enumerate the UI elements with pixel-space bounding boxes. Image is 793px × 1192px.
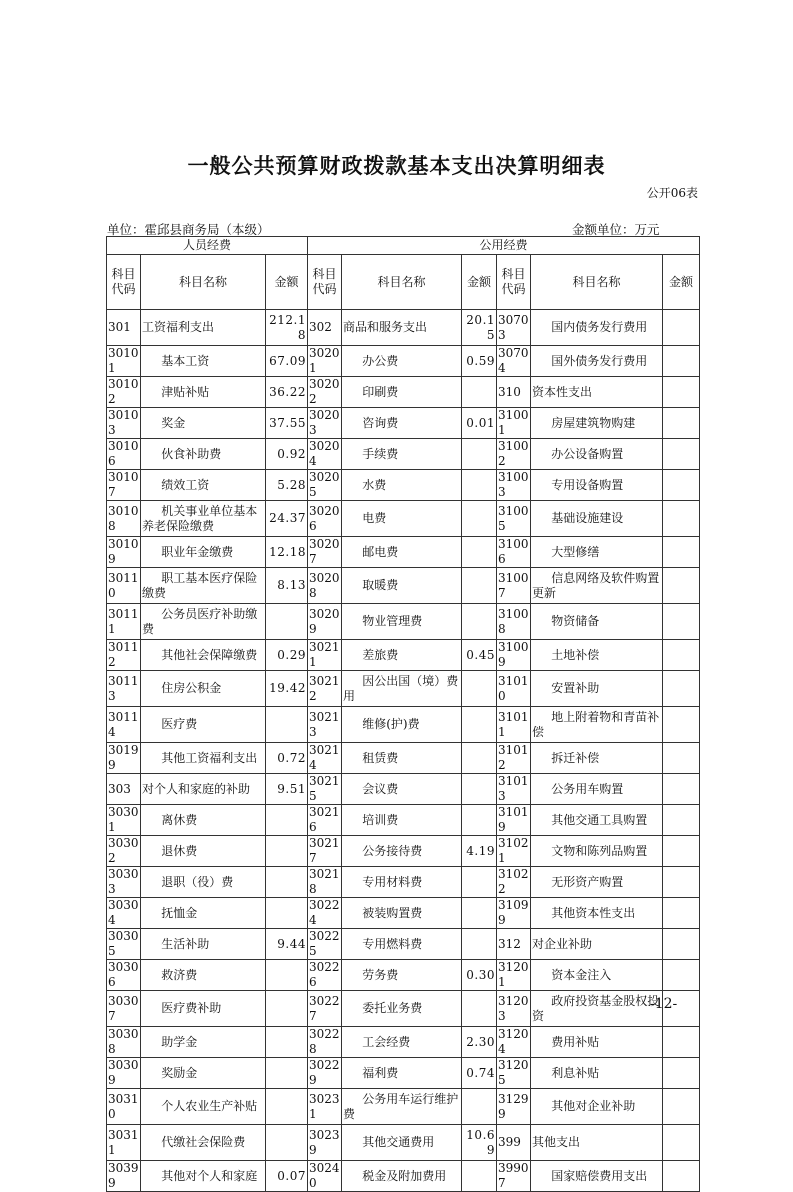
cell-amount [663, 743, 700, 774]
cell-code: 31019 [498, 805, 529, 834]
cell-code: 30225 [309, 929, 340, 958]
cell-code: 30227 [308, 991, 342, 1027]
cell-amount [462, 805, 497, 836]
cell-amount [663, 501, 700, 537]
table-row [107, 1058, 700, 1089]
cell-code: 31007 [497, 568, 531, 604]
col-header-code: 科目代码 [107, 255, 141, 310]
cell-amount: 36.22 [266, 377, 308, 408]
cell-name: 房屋建筑物购建 [531, 408, 663, 439]
group-header-public: 公用经费 [308, 237, 700, 255]
cell-code: 30113 [107, 671, 141, 707]
cell-name: 因公出国（境）费用 [342, 671, 462, 707]
cell-amount: 10.69 [462, 1125, 497, 1161]
cell-name: 抚恤金 [141, 898, 266, 929]
cell-code: 30228 [309, 1027, 340, 1056]
cell-name: 委托业务费 [342, 991, 462, 1027]
cell-amount [663, 346, 700, 377]
cell-code: 30301 [108, 805, 139, 834]
cell-amount [266, 991, 308, 1027]
cell-amount [266, 836, 308, 867]
cell-name: 劳务费 [342, 960, 462, 991]
cell-code: 301 [107, 310, 141, 346]
cell-name: 公务接待费 [342, 836, 462, 867]
cell-code: 31022 [498, 867, 529, 896]
cell-name: 租赁费 [342, 743, 462, 774]
cell-code: 30229 [309, 1058, 340, 1087]
cell-name: 奖励金 [141, 1058, 266, 1089]
cell-name: 福利费 [342, 1058, 462, 1089]
cell-name: 电费 [342, 501, 462, 537]
cell-name: 大型修缮 [531, 537, 663, 568]
cell-amount [266, 805, 308, 836]
table-row [107, 408, 700, 439]
table-row [107, 501, 700, 537]
cell-code: 30704 [498, 346, 529, 375]
cell-code: 30112 [108, 640, 139, 669]
cell-name: 物资储备 [531, 604, 663, 640]
cell-amount [462, 743, 497, 774]
col-header-name: 科目名称 [141, 255, 266, 310]
cell-name: 资本金注入 [531, 960, 663, 991]
cell-name: 维修(护)费 [342, 707, 462, 743]
cell-code: 30204 [309, 439, 340, 468]
cell-code: 312 [497, 929, 531, 960]
table-row [107, 929, 700, 960]
cell-name: 国内债务发行费用 [531, 310, 663, 346]
cell-name: 其他对企业补助 [531, 1089, 663, 1125]
cell-amount [663, 1161, 700, 1192]
cell-code: 31002 [498, 439, 529, 468]
cell-amount [663, 1027, 700, 1058]
cell-name: 国外债务发行费用 [531, 346, 663, 377]
table-row [107, 470, 700, 501]
cell-name: 拆迁补偿 [531, 743, 663, 774]
cell-name: 商品和服务支出 [342, 310, 462, 346]
table-row [107, 1089, 700, 1125]
cell-code: 30308 [108, 1027, 139, 1056]
cell-code: 30217 [309, 836, 340, 865]
cell-name: 税金及附加费用 [342, 1161, 462, 1192]
unit-label: 单位：霍邱县商务局（本级） [107, 222, 270, 237]
cell-code: 30239 [308, 1125, 342, 1161]
cell-amount [462, 439, 497, 470]
cell-code: 30207 [309, 537, 340, 566]
cell-amount [663, 1089, 700, 1125]
cell-amount [663, 1058, 700, 1089]
cell-name: 其他交通费用 [342, 1125, 462, 1161]
cell-code: 30206 [308, 501, 342, 537]
cell-amount [663, 707, 700, 743]
cell-code: 30226 [309, 960, 340, 989]
table-row [107, 439, 700, 470]
cell-code: 31299 [497, 1089, 531, 1125]
cell-amount [663, 774, 700, 805]
cell-name: 助学金 [141, 1027, 266, 1058]
cell-code: 30208 [308, 568, 342, 604]
cell-name: 其他工资福利支出 [141, 743, 266, 774]
cell-code: 30111 [107, 604, 141, 640]
cell-name: 邮电费 [342, 537, 462, 568]
cell-code: 30218 [309, 867, 340, 896]
table-row [107, 568, 700, 604]
cell-code: 31205 [498, 1058, 529, 1087]
cell-name: 地上附着物和青苗补偿 [531, 707, 663, 743]
cell-code: 310 [497, 377, 531, 408]
cell-amount [663, 640, 700, 671]
table-row [107, 377, 700, 408]
cell-amount [266, 707, 308, 743]
cell-amount [462, 501, 497, 537]
table-row [107, 991, 700, 1027]
cell-name: 专用材料费 [342, 867, 462, 898]
table-row [107, 640, 700, 671]
cell-code: 30109 [108, 537, 139, 566]
cell-name: 退休费 [141, 836, 266, 867]
cell-amount [462, 991, 497, 1027]
col-header-amount: 金额 [266, 255, 308, 310]
cell-code: 31010 [497, 671, 531, 707]
cell-code: 30202 [309, 377, 340, 406]
group-header-personnel: 人员经费 [107, 237, 308, 255]
cell-code: 30212 [308, 671, 342, 707]
cell-name: 利息补贴 [531, 1058, 663, 1089]
cell-name: 土地补偿 [531, 640, 663, 671]
cell-name: 绩效工资 [141, 470, 266, 501]
cell-name: 机关事业单位基本养老保险缴费 [141, 501, 266, 537]
cell-code: 39907 [498, 1161, 529, 1190]
cell-amount [663, 836, 700, 867]
cell-amount: 5.28 [266, 470, 308, 501]
cell-amount [266, 867, 308, 898]
cell-name: 代缴社会保险费 [141, 1125, 266, 1161]
cell-amount [663, 898, 700, 929]
cell-name: 对个人和家庭的补助 [141, 774, 266, 805]
cell-name: 专用燃料费 [342, 929, 462, 960]
cell-code: 31204 [498, 1027, 529, 1056]
amount-unit-label: 金额单位：万元 [572, 222, 660, 237]
cell-name: 取暖费 [342, 568, 462, 604]
cell-code: 30302 [108, 836, 139, 865]
cell-name: 公务员医疗补助缴费 [141, 604, 266, 640]
cell-amount [462, 671, 497, 707]
table-row [107, 743, 700, 774]
cell-name: 医疗费 [141, 707, 266, 743]
table-row [107, 836, 700, 867]
cell-amount: 12.18 [266, 537, 308, 568]
table-row [107, 898, 700, 929]
cell-name: 咨询费 [342, 408, 462, 439]
cell-code: 31006 [498, 537, 529, 566]
cell-amount [462, 1161, 497, 1192]
cell-name: 基本工资 [141, 346, 266, 377]
cell-code: 30307 [107, 991, 141, 1027]
cell-amount [462, 537, 497, 568]
cell-name: 资本性支出 [531, 377, 663, 408]
cell-code: 30103 [108, 408, 139, 437]
cell-amount [663, 671, 700, 707]
cell-amount: 0.72 [266, 743, 308, 774]
cell-name: 其他资本性支出 [531, 898, 663, 929]
cell-code: 31005 [497, 501, 531, 537]
cell-name: 培训费 [342, 805, 462, 836]
cell-code: 30224 [309, 898, 340, 927]
cell-amount [663, 604, 700, 640]
cell-amount: 19.42 [266, 671, 308, 707]
cell-amount: 212.18 [266, 310, 308, 346]
cell-code: 31099 [498, 898, 529, 927]
cell-name: 个人农业生产补贴 [141, 1089, 266, 1125]
col-header-amount: 金额 [663, 255, 700, 310]
cell-name: 国家赔偿费用支出 [531, 1161, 663, 1192]
cell-code: 399 [497, 1125, 531, 1161]
cell-code: 31008 [497, 604, 531, 640]
col-header-amount: 金额 [462, 255, 497, 310]
cell-amount [663, 439, 700, 470]
cell-name: 办公设备购置 [531, 439, 663, 470]
cell-name: 公务用车购置 [531, 774, 663, 805]
cell-amount [462, 604, 497, 640]
cell-name: 工会经费 [342, 1027, 462, 1058]
cell-name: 基础设施建设 [531, 501, 663, 537]
col-header-code: 科目代码 [497, 255, 531, 310]
cell-amount [663, 568, 700, 604]
cell-name: 职业年金缴费 [141, 537, 266, 568]
cell-name: 公务用车运行维护费 [342, 1089, 462, 1125]
cell-amount: 0.59 [462, 346, 497, 377]
cell-name: 工资福利支出 [141, 310, 266, 346]
cell-code: 30215 [309, 774, 340, 803]
cell-name: 其他支出 [531, 1125, 663, 1161]
cell-code: 30201 [309, 346, 340, 375]
cell-code: 31009 [498, 640, 529, 669]
cell-amount [462, 377, 497, 408]
table-row [107, 707, 700, 743]
cell-amount [663, 408, 700, 439]
cell-amount: 0.30 [462, 960, 497, 991]
cell-amount [663, 537, 700, 568]
cell-code: 302 [308, 310, 342, 346]
cell-amount [266, 604, 308, 640]
cell-name: 职工基本医疗保险缴费 [141, 568, 266, 604]
cell-name: 医疗费补助 [141, 991, 266, 1027]
cell-amount [663, 377, 700, 408]
cell-name: 费用补贴 [531, 1027, 663, 1058]
cell-name: 其他社会保障缴费 [141, 640, 266, 671]
table-body [107, 310, 700, 1192]
expenditure-table [106, 236, 700, 1192]
cell-amount [266, 1058, 308, 1089]
cell-amount [266, 1027, 308, 1058]
cell-amount [266, 1125, 308, 1161]
cell-code: 31001 [498, 408, 529, 437]
cell-amount [663, 310, 700, 346]
cell-amount [462, 1089, 497, 1125]
cell-code: 30306 [108, 960, 139, 989]
cell-amount [663, 1125, 700, 1161]
cell-code: 30110 [107, 568, 141, 604]
cell-code: 30213 [308, 707, 342, 743]
cell-code: 30303 [108, 867, 139, 896]
table-row [107, 671, 700, 707]
cell-code: 31203 [497, 991, 531, 1027]
cell-amount: 0.01 [462, 408, 497, 439]
cell-code: 30101 [108, 346, 139, 375]
table-row [107, 537, 700, 568]
cell-amount: 8.13 [266, 568, 308, 604]
cell-name: 伙食补助费 [141, 439, 266, 470]
cell-amount [462, 898, 497, 929]
cell-name: 差旅费 [342, 640, 462, 671]
cell-name: 文物和陈列品购置 [531, 836, 663, 867]
cell-code: 30310 [107, 1089, 141, 1125]
cell-amount [266, 1089, 308, 1125]
cell-amount [663, 929, 700, 960]
cell-name: 信息网络及软件购置更新 [531, 568, 663, 604]
page-title: 一般公共预算财政拨款基本支出决算明细表 [187, 154, 606, 178]
cell-name: 离休费 [141, 805, 266, 836]
cell-amount [266, 898, 308, 929]
form-number: 公开06表 [646, 186, 698, 200]
col-header-name: 科目名称 [342, 255, 462, 310]
cell-amount [462, 470, 497, 501]
cell-name: 印刷费 [342, 377, 462, 408]
table-row [107, 1125, 700, 1161]
cell-name: 住房公积金 [141, 671, 266, 707]
table-row [107, 774, 700, 805]
cell-code: 31201 [498, 960, 529, 989]
cell-name: 无形资产购置 [531, 867, 663, 898]
cell-amount [266, 960, 308, 991]
cell-name: 对企业补助 [531, 929, 663, 960]
cell-code: 30309 [108, 1058, 139, 1087]
cell-amount: 0.92 [266, 439, 308, 470]
cell-code: 30240 [309, 1161, 340, 1190]
cell-code: 30199 [108, 743, 139, 772]
cell-amount: 4.19 [462, 836, 497, 867]
cell-amount: 0.29 [266, 640, 308, 671]
cell-code: 30399 [108, 1161, 139, 1190]
cell-code: 31012 [498, 743, 529, 772]
cell-name: 办公费 [342, 346, 462, 377]
cell-amount [462, 707, 497, 743]
cell-name: 专用设备购置 [531, 470, 663, 501]
page-number: -12- [650, 996, 678, 1012]
cell-amount: 0.07 [266, 1161, 308, 1192]
cell-code: 30311 [107, 1125, 141, 1161]
cell-amount [462, 867, 497, 898]
cell-code: 30102 [108, 377, 139, 406]
cell-amount: 24.37 [266, 501, 308, 537]
cell-amount: 9.51 [266, 774, 308, 805]
cell-amount [462, 774, 497, 805]
cell-amount [663, 867, 700, 898]
cell-name: 生活补助 [141, 929, 266, 960]
table-row [107, 310, 700, 346]
cell-amount: 0.45 [462, 640, 497, 671]
cell-code: 30211 [309, 640, 340, 669]
cell-code: 30304 [108, 898, 139, 927]
cell-amount [462, 568, 497, 604]
cell-name: 其他对个人和家庭 [141, 1161, 266, 1192]
table-row [107, 346, 700, 377]
cell-amount [663, 470, 700, 501]
table-row [107, 604, 700, 640]
cell-code: 30231 [308, 1089, 342, 1125]
cell-amount: 0.74 [462, 1058, 497, 1089]
cell-code: 30305 [108, 929, 139, 958]
cell-name: 被装购置费 [342, 898, 462, 929]
cell-name: 水费 [342, 470, 462, 501]
cell-amount: 37.55 [266, 408, 308, 439]
cell-name: 会议费 [342, 774, 462, 805]
cell-name: 政府投资基金股权投资 [531, 991, 663, 1027]
cell-code: 31011 [497, 707, 531, 743]
cell-amount: 20.15 [462, 310, 497, 346]
table-row [107, 1161, 700, 1192]
cell-name: 手续费 [342, 439, 462, 470]
cell-code: 30209 [308, 604, 342, 640]
col-header-code: 科目代码 [308, 255, 342, 310]
cell-name: 奖金 [141, 408, 266, 439]
cell-name: 安置补助 [531, 671, 663, 707]
table-row [107, 805, 700, 836]
table-row [107, 1027, 700, 1058]
cell-amount: 2.30 [462, 1027, 497, 1058]
cell-code: 30106 [108, 439, 139, 468]
cell-name: 津贴补贴 [141, 377, 266, 408]
cell-code: 30107 [108, 470, 139, 499]
cell-code: 31013 [498, 774, 529, 803]
cell-amount [462, 929, 497, 960]
cell-code: 30114 [107, 707, 141, 743]
cell-name: 其他交通工具购置 [531, 805, 663, 836]
cell-amount [663, 805, 700, 836]
cell-name: 退职（役）费 [141, 867, 266, 898]
cell-code: 303 [107, 774, 141, 805]
cell-name: 救济费 [141, 960, 266, 991]
cell-amount [663, 960, 700, 991]
cell-amount: 9.44 [266, 929, 308, 960]
cell-name: 物业管理费 [342, 604, 462, 640]
cell-code: 30214 [309, 743, 340, 772]
cell-amount: 67.09 [266, 346, 308, 377]
cell-code: 30203 [309, 408, 340, 437]
table-row [107, 960, 700, 991]
cell-code: 30703 [497, 310, 531, 346]
cell-code: 30205 [309, 470, 340, 499]
cell-code: 31003 [498, 470, 529, 499]
cell-code: 30216 [309, 805, 340, 834]
col-header-name: 科目名称 [531, 255, 663, 310]
cell-code: 31021 [498, 836, 529, 865]
cell-code: 30108 [107, 501, 141, 537]
table-row [107, 867, 700, 898]
